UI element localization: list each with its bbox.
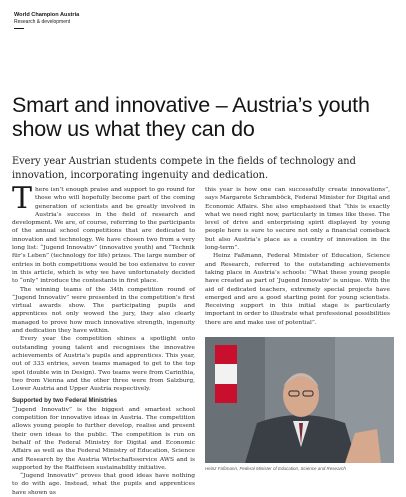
minister-photo xyxy=(205,337,394,463)
paragraph-6: this year is how one can successfully create innovations”, says Margarete Schramböck, Federal Minister for Digital and Economic Affairs. She also emphasised that “this is exactly what we need right now, particularly in times like these. The level of drive and enterprising spirit displayed by young people here is sure to secure not only a financial comeback but also Austria’s place as a country of innovation in the long-term”. xyxy=(205,187,390,252)
paragraph-7: Heinz Faßmann, Federal Minister of Education, Science and Research, referred to the outstanding achievements taking place in Austria’s schools: “What these young people have created as part of ‘Jugend Innovativ’ is unique. With the aid of dedicated teachers, extremely special projects have emerged and are a good starting point for young scientists. Receiving support in this initial stage is particularly important in order to illustrate what professional possibilities there are and make use of potential”. xyxy=(205,253,390,326)
photo-caption: Heinz Faßmann, Federal Minister of Education, Science and Research xyxy=(205,466,346,471)
left-column xyxy=(12,181,195,497)
paragraph-4: “Jugend Innovativ” is the biggest and smartest school competition for innovative ideas in Austria. The competition allows young people to further develop, realise and present their own ideas to the public. The competition is run on behalf of the Federal Ministry for Digital and Economic Affairs as well as the Federal Ministry of Education, Science and Research by the Austria Wirtschaftsservice AWS and is supported by the Raiffeisen sustainability initiative. xyxy=(12,406,195,471)
drop-cap: T xyxy=(12,181,33,216)
subheading: Supported by two Federal Ministries xyxy=(12,397,117,405)
paragraph-2: The winning teams of the 34th competition round of “Jugend Innovativ” were presented in the competition’s first virtual awards show. The participating pupils and apprentices not only wowed the jury, they also clearly managed to prove how much innovative strength, ingenuity and dedication they have within. xyxy=(12,286,195,335)
section-label: Research & development xyxy=(14,19,71,25)
paragraph-5: “Jugend Innovativ” proves that good ideas have nothing to do with age. Instead, what the pupils and apprentices have shown us xyxy=(12,473,195,496)
paragraph-1-text: here isn’t enough praise and support to go round for those who will hopefully become part of the coming generation of scientists and be greatly involved in Austria’s success in the field of research and development. We are, of course, referring to the participants of the annual school competitions that are dedicated to innovation and technology. We have chosen two from a very long list: “Jugend Innovativ” (innovative youth) and “Technik für’s Leben” (technology for life) prizes. The large number of entries in both competitions would be too extensive to cover in this article, which is why we have unfortunately decided to “only” introduce the contestants in first place. xyxy=(12,187,195,285)
photo-illustration xyxy=(205,337,394,463)
right-column xyxy=(205,186,390,327)
running-header xyxy=(14,12,79,25)
article-lead: Every year Austrian students compete in the fields of technology and innovation, incorporating ingenuity and dedication. xyxy=(12,156,356,181)
paragraph-1 xyxy=(12,181,195,286)
paragraph-3: Every year the competition shines a spotlight onto outstanding young talent and recognises the innovative achievements of Austria’s pupils and apprentices. This year, out of 333 entries, seven teams managed to get to the top spot (double win in Design). Two teams were from Carinthia, two from Vienna and the other three were from Salzburg, Lower Austria and Upper Austria respectively. xyxy=(12,336,195,393)
header-rule xyxy=(14,28,24,29)
series-title: World Champion Austria xyxy=(14,12,80,18)
article-title: Smart and innovative – Austria’s youth show us what they can do xyxy=(12,93,370,141)
